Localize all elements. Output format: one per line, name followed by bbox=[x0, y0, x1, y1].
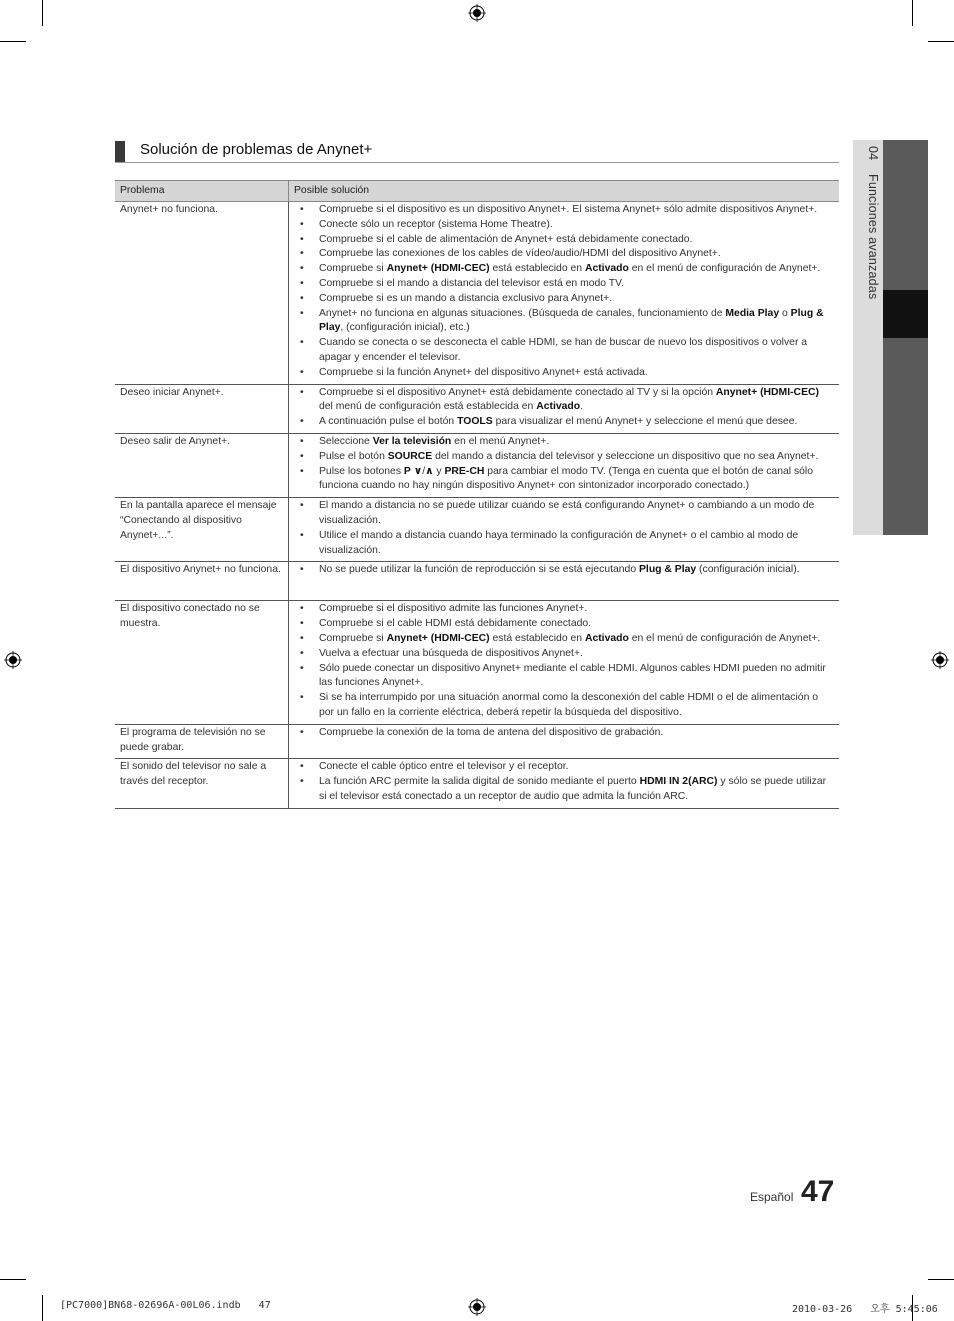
crop-mark bbox=[0, 1279, 26, 1280]
problem-cell: El sonido del televisor no sale a través del receptor. bbox=[115, 759, 289, 808]
solution-item: • Si se ha interrumpido por una situación anormal como la desconexión del cable HDMI o el de alimentación o por un fallo en la corriente eléctrica, deberá repetir la búsqueda del dispositivo. bbox=[294, 691, 834, 721]
solution-item: • La función ARC permite la salida digital de sonido mediante el puerto HDMI IN 2(ARC) y sólo se puede utilizar si el televisor está conectado a un receptor de audio que admita la función ARC. bbox=[294, 775, 834, 805]
solution-item: • Pulse los botones P ∨/∧ y PRE-CH para cambiar el modo TV. (Tenga en cuenta que el botón de canal sólo funciona cuando no hay ningún dispositivo Anynet+ con sintonizador incorporado conectado.) bbox=[294, 465, 834, 495]
solution-list bbox=[294, 760, 834, 804]
solution-item: • Compruebe las conexiones de los cables de vídeo/audio/HDMI del dispositivo Anynet+. bbox=[294, 247, 834, 262]
solution-item: • Cuando se conecta o se desconecta el cable HDMI, se han de buscar de nuevo los dispositivos o volver a apagar y encender el televisor. bbox=[294, 336, 834, 366]
registration-mark-icon bbox=[931, 651, 949, 669]
table-row bbox=[115, 384, 839, 433]
table-row bbox=[115, 202, 839, 385]
solution-item: • Compruebe si el cable de alimentación de Anynet+ está debidamente conectado. bbox=[294, 233, 834, 248]
solution-item: • Compruebe si la función Anynet+ del dispositivo Anynet+ está activada. bbox=[294, 366, 834, 381]
solution-item: • Vuelva a efectuar una búsqueda de dispositivos Anynet+. bbox=[294, 647, 834, 662]
crop-mark bbox=[928, 41, 954, 42]
solution-list bbox=[294, 563, 834, 578]
section-title: Solución de problemas de Anynet+ bbox=[140, 141, 373, 158]
table-body bbox=[115, 202, 839, 809]
solution-cell bbox=[289, 384, 840, 433]
table-row bbox=[115, 433, 839, 497]
column-header-problem: Problema bbox=[115, 181, 289, 202]
table-row bbox=[115, 759, 839, 808]
solution-item: • Compruebe si es un mando a distancia exclusivo para Anynet+. bbox=[294, 292, 834, 307]
registration-mark-icon bbox=[4, 651, 22, 669]
solution-item: • Anynet+ no funciona en algunas situaciones. (Búsqueda de canales, funcionamiento de Media Play o Plug & Play, (configuración inicial), etc.) bbox=[294, 307, 834, 337]
solution-cell bbox=[289, 759, 840, 808]
solution-cell bbox=[289, 562, 840, 601]
problem-cell: Anynet+ no funciona. bbox=[115, 202, 289, 385]
solution-item: • Compruebe la conexión de la toma de antena del dispositivo de grabación. bbox=[294, 726, 834, 741]
table-row bbox=[115, 562, 839, 601]
solution-cell bbox=[289, 724, 840, 759]
table-row bbox=[115, 498, 839, 562]
chapter-tab-label bbox=[856, 146, 880, 346]
solution-list bbox=[294, 203, 834, 381]
solution-item: • A continuación pulse el botón TOOLS para visualizar el menú Anynet+ y seleccione el menú que desee. bbox=[294, 415, 834, 430]
crop-mark bbox=[42, 0, 43, 26]
solution-item: • Compruebe si Anynet+ (HDMI-CEC) está establecido en Activado en el menú de configuración de Anynet+. bbox=[294, 632, 834, 647]
table-header-row bbox=[115, 181, 839, 202]
solution-item: • Sólo puede conectar un dispositivo Anynet+ mediante el cable HDMI. Algunos cables HDMI pueden no admitir las funciones Anynet+. bbox=[294, 662, 834, 692]
troubleshooting-table bbox=[115, 180, 839, 809]
crop-mark bbox=[0, 41, 26, 42]
problem-cell: Deseo iniciar Anynet+. bbox=[115, 384, 289, 433]
crop-mark bbox=[928, 1279, 954, 1280]
chapter-number: 04 bbox=[866, 146, 880, 161]
problem-cell: El dispositivo conectado no se muestra. bbox=[115, 601, 289, 724]
table-row bbox=[115, 724, 839, 759]
solution-item: • Utilice el mando a distancia cuando haya terminado la configuración de Anynet+ o el cambio al modo de visualización. bbox=[294, 529, 834, 559]
print-date-text: 2010-03-26 오후 5:45:06 bbox=[792, 1304, 938, 1315]
solution-item: • Seleccione Ver la televisión en el menú Anynet+. bbox=[294, 435, 834, 450]
footer-print-date bbox=[792, 1300, 938, 1315]
problem-cell: El dispositivo Anynet+ no funciona. bbox=[115, 562, 289, 601]
solution-item: • Conecte el cable óptico entre el televisor y el receptor. bbox=[294, 760, 834, 775]
solution-item: • No se puede utilizar la función de reproducción si se está ejecutando Plug & Play (configuración inicial). bbox=[294, 563, 834, 578]
solution-item: • El mando a distancia no se puede utilizar cuando se está configurando Anynet+ o cambiando a un modo de visualización. bbox=[294, 499, 834, 529]
solution-item: • Compruebe si Anynet+ (HDMI-CEC) está establecido en Activado en el menú de configuración de Anynet+. bbox=[294, 262, 834, 277]
solution-list bbox=[294, 435, 834, 494]
page-number: 47 bbox=[801, 1175, 835, 1208]
column-header-solution: Posible solución bbox=[289, 181, 840, 202]
footer-language: Español bbox=[750, 1190, 794, 1204]
solution-item: • Compruebe si el dispositivo admite las funciones Anynet+. bbox=[294, 602, 834, 617]
solution-list bbox=[294, 602, 834, 720]
solution-list bbox=[294, 499, 834, 558]
solution-item: • Compruebe si el mando a distancia del televisor está en modo TV. bbox=[294, 277, 834, 292]
registration-mark-icon bbox=[468, 4, 486, 22]
problem-cell: El programa de televisión no se puede grabar. bbox=[115, 724, 289, 759]
solution-item: • Compruebe si el dispositivo es un dispositivo Anynet+. El sistema Anynet+ sólo admite dispositivos Anynet+. bbox=[294, 203, 834, 218]
chapter-tab-active-marker bbox=[883, 290, 928, 338]
crop-mark bbox=[912, 0, 913, 26]
solution-list bbox=[294, 726, 834, 741]
solution-item: • Pulse el botón SOURCE del mando a distancia del televisor y seleccione un dispositivo que no sea Anynet+. bbox=[294, 450, 834, 465]
heading-bar bbox=[115, 141, 125, 162]
file-info-text: [PC7000]BN68-02696A-00L06.indb 47 bbox=[60, 1300, 271, 1311]
solution-cell bbox=[289, 433, 840, 497]
footer-file-info bbox=[60, 1300, 271, 1311]
registration-mark-icon bbox=[468, 1298, 486, 1316]
crop-mark bbox=[42, 1295, 43, 1321]
chapter-title: Funciones avanzadas bbox=[866, 174, 880, 300]
table-row bbox=[115, 601, 839, 724]
solution-item: • Compruebe si el dispositivo Anynet+ está debidamente conectado al TV y si la opción Anynet+ (HDMI-CEC) del menú de configuración está establecida en Activado. bbox=[294, 386, 834, 416]
solution-list bbox=[294, 386, 834, 430]
solution-cell bbox=[289, 498, 840, 562]
solution-item: • Conecte sólo un receptor (sistema Home Theatre). bbox=[294, 218, 834, 233]
problem-cell: En la pantalla aparece el mensaje “Conectando al dispositivo Anynet+...”. bbox=[115, 498, 289, 562]
solution-cell bbox=[289, 202, 840, 385]
solution-item: • Compruebe si el cable HDMI está debidamente conectado. bbox=[294, 617, 834, 632]
problem-cell: Deseo salir de Anynet+. bbox=[115, 433, 289, 497]
section-heading bbox=[115, 140, 839, 163]
solution-cell bbox=[289, 601, 840, 724]
